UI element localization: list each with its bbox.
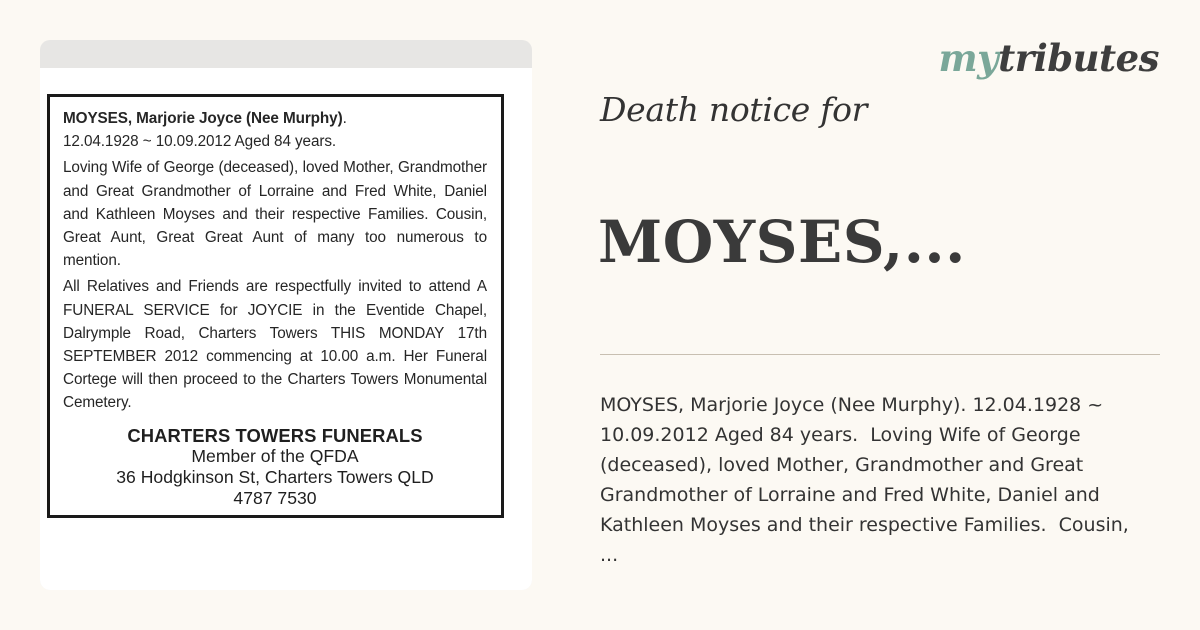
notice-heading — [63, 107, 487, 153]
mytributes-logo[interactable] — [938, 36, 1159, 80]
notice-box — [47, 94, 504, 518]
notice-dates: 12.04.1928 ~ 10.09.2012 Aged 84 years. — [63, 133, 337, 151]
funeral-director-block — [63, 425, 487, 509]
funeral-director-membership: Member of the QFDA — [191, 445, 359, 466]
notice-paper — [40, 68, 532, 590]
funeral-director-address: 36 Hodgkinson St, Charters Towers QLD — [116, 466, 434, 487]
notice-excerpt: MOYSES, Marjorie Joyce (Nee Murphy). 12.04.1928 ~ 10.09.2012 Aged 84 years. Loving Wife of George (deceased), loved Mother, Grandmother and Great Grandmother of Lorraine and Fred White, Daniel and Kathleen Moyses and their respective Families. Cousin, ... — [600, 394, 1129, 566]
funeral-director-phone: 4787 7530 — [233, 487, 317, 508]
notice-name-suffix: . — [342, 110, 347, 127]
funeral-director-name: CHARTERS TOWERS FUNERALS — [127, 424, 423, 446]
notice-deceased-name: MOYSES, Marjorie Joyce (Nee Murphy) — [63, 110, 343, 127]
page-title: MOYSES,... — [598, 208, 966, 276]
notice-image — [40, 40, 532, 590]
notice-service-paragraph: All Relatives and Friends are respectfully invited to attend A FUNERAL SERVICE for JOYCIE in the Eventide Chapel, Dalrymple Road, Charters Towers THIS MONDAY 17th SEPTEMBER 2012 commencing at 10.00 a.m. Her Funeral Cortege will then proceed to the Charters Towers Monumental Cemetery. — [63, 278, 487, 412]
logo-my: my — [938, 36, 999, 80]
notice-family-paragraph: Loving Wife of George (deceased), loved Mother, Grandmother and Great Grandmother of Lorraine and Fred White, Daniel and Kathleen Moyses and their respective Families. Cousin, Great Aunt, Great Great Aunt of many too numerous to mention. — [63, 159, 487, 270]
logo-tributes: tributes — [998, 36, 1159, 80]
divider — [600, 354, 1160, 355]
page-subtitle: Death notice for — [600, 90, 868, 129]
